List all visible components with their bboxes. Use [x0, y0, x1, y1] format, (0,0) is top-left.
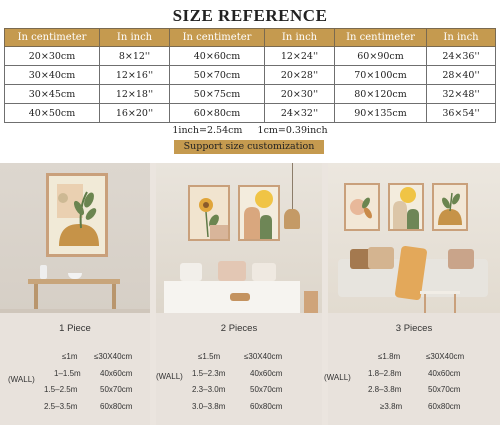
print-size: 40x60cm [250, 369, 283, 378]
size-table-header-row [5, 29, 496, 47]
size-reference-section [0, 0, 500, 160]
console-table [28, 279, 120, 284]
header-cm-3: In centimeter [335, 29, 427, 47]
table-cell: 50×70cm [170, 66, 265, 85]
wall-size: 2.3–3.0m [192, 385, 226, 394]
wall-label: (WALL) [8, 375, 35, 384]
framed-art-print [188, 185, 230, 241]
header-cm-2: In centimeter [170, 29, 265, 47]
table-row [5, 85, 496, 104]
piece-title: 3 Pieces [395, 323, 433, 334]
piece-title: 2 Pieces [220, 323, 258, 334]
table-cell: 24×32'' [265, 104, 335, 123]
wall-size: 2.5–3.5m [44, 402, 78, 411]
print-size: 60x80cm [250, 402, 283, 411]
table-cell: 28×40'' [427, 66, 496, 85]
table-cell: 36×54'' [427, 104, 496, 123]
table-row [5, 66, 496, 85]
header-inch-1: In inch [100, 29, 170, 47]
table-cell: 50×75cm [170, 85, 265, 104]
print-size: 60x80cm [428, 402, 461, 411]
print-size: ≤30X40cm [94, 352, 133, 361]
table-cell: 30×45cm [5, 85, 100, 104]
table-cell: 12×24'' [265, 47, 335, 66]
table-cell: 8×12'' [100, 47, 170, 66]
table-cell: 12×18'' [100, 85, 170, 104]
print-size: 50x70cm [428, 385, 461, 394]
print-size: ≤30X40cm [244, 352, 283, 361]
print-size: ≤30X40cm [426, 352, 465, 361]
wall-size: 1.5–2.3m [192, 369, 226, 378]
table-cell: 90×135cm [335, 104, 427, 123]
table-cell: 70×100cm [335, 66, 427, 85]
pendant-lamp [284, 209, 300, 229]
print-size: 40x60cm [100, 369, 133, 378]
wall-size: 1–1.5m [54, 369, 81, 378]
framed-art-print [344, 183, 380, 231]
table-cell: 80×120cm [335, 85, 427, 104]
table-cell: 20×30cm [5, 47, 100, 66]
wall-size: ≤1.5m [198, 352, 221, 361]
print-size: 40x60cm [428, 369, 461, 378]
size-reference-title: SIZE REFERENCE [172, 6, 328, 25]
wall-size: ≤1.8m [378, 352, 401, 361]
print-size: 60x80cm [100, 402, 133, 411]
print-size: 50x70cm [250, 385, 283, 394]
one-piece-room-image [0, 163, 150, 313]
wall-label: (WALL) [156, 372, 183, 381]
table-cell: 40×50cm [5, 104, 100, 123]
table-cell: 12×16'' [100, 66, 170, 85]
vase [40, 265, 47, 279]
wall-label: (WALL) [324, 373, 351, 382]
table-cell: 60×80cm [170, 104, 265, 123]
customization-badge: Support size customization [174, 140, 324, 154]
size-table [4, 28, 496, 123]
table-row [5, 47, 496, 66]
table-cell: 32×48'' [427, 85, 496, 104]
table-cell: 24×36'' [427, 47, 496, 66]
wall-size: 2.8–3.8m [368, 385, 402, 394]
unit-conversion-note: 1inch=2.54cm 1cm=0.39inch [172, 125, 328, 136]
header-inch-3: In inch [427, 29, 496, 47]
print-size: 50x70cm [100, 385, 133, 394]
wall-size: ≤1m [62, 352, 78, 361]
wall-size: ≥3.8m [380, 402, 403, 411]
table-cell: 20×30'' [265, 85, 335, 104]
wall-size: 1.8–2.8m [368, 369, 402, 378]
room-examples-panel [0, 163, 500, 425]
framed-art-print [46, 173, 108, 257]
three-pieces-column [324, 163, 500, 425]
one-piece-column [0, 163, 150, 425]
framed-art-print [388, 183, 424, 231]
table-cell: 30×40cm [5, 66, 100, 85]
header-inch-2: In inch [265, 29, 335, 47]
table-cell: 60×90cm [335, 47, 427, 66]
table-cell: 16×20'' [100, 104, 170, 123]
two-pieces-column [156, 163, 322, 425]
table-cell: 40×60cm [170, 47, 265, 66]
framed-art-print [432, 183, 468, 231]
three-pieces-room-image [328, 163, 500, 313]
piece-title: 1 Piece [59, 323, 91, 334]
wall-size: 1.5–2.5m [44, 385, 78, 394]
header-cm-1: In centimeter [5, 29, 100, 47]
table-row [5, 104, 496, 123]
table-cell: 20×28'' [265, 66, 335, 85]
two-pieces-room-image [156, 163, 322, 313]
framed-art-print [238, 185, 280, 241]
wall-size: 3.0–3.8m [192, 402, 226, 411]
